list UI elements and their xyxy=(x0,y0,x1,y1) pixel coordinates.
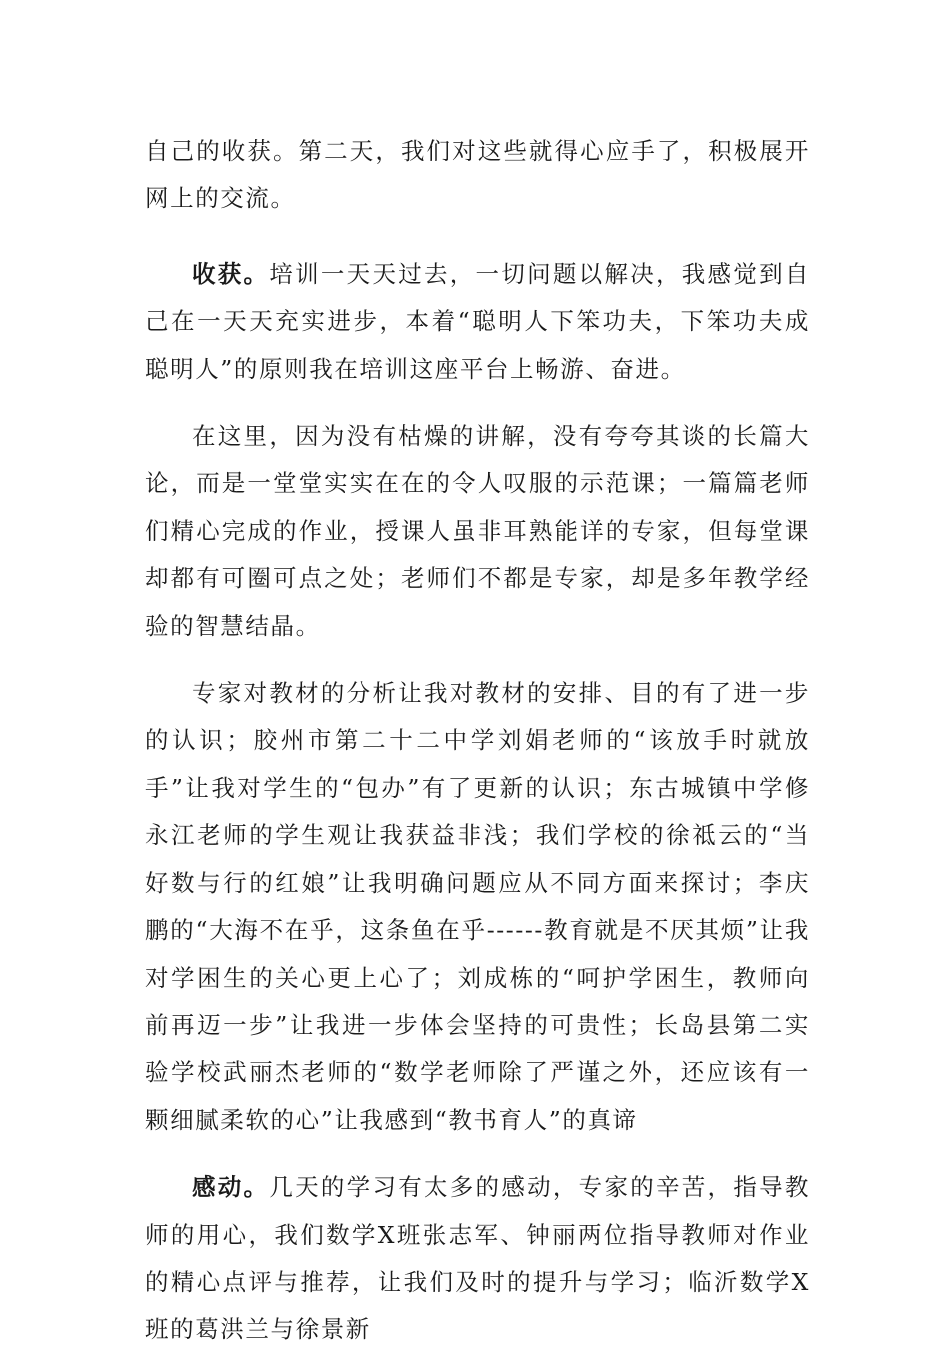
heading-moved: 感动。 xyxy=(192,1173,270,1202)
paragraph-continuation: 自己的收获。第二天，我们对这些就得心应手了，积极展开网上的交流。 xyxy=(145,137,810,213)
paragraph-here: 在这里，因为没有枯燥的讲解，没有夸夸其谈的长篇大论，而是一堂堂实实在在的令人叹服的示范课；一篇篇老师们精心完成的作业，授课人虽非耳熟能详的专家，但每堂课却都有可圈可点之处；老师们不都是专家，却是多年教学经验的智慧结晶。 xyxy=(145,422,810,640)
document-body xyxy=(145,128,810,1354)
paragraph-harvest-body: 培训一天天过去，一切问题以解决，我感觉到自己在一天天充实进步，本着“聪明人下笨功夫，下笨功夫成聪明人”的原则我在培训这座平台上畅游、奋进。 xyxy=(145,259,810,383)
paragraph-harvest xyxy=(145,251,810,393)
heading-harvest: 收获。 xyxy=(192,259,270,288)
paragraph-moved-body: 几天的学习有太多的感动，专家的辛苦，指导教师的用心，我们数学X班张志军、钟丽两位指导教师对作业的精心点评与推荐，让我们及时的提升与学习；临沂数学X班的葛洪兰与徐景新 xyxy=(145,1173,810,1344)
paragraph-experts: 专家对教材的分析让我对教材的安排、目的有了进一步的认识；胶州市第二十二中学刘娟老师的“该放手时就放手”让我对学生的“包办”有了更新的认识；东古城镇中学修永江老师的学生观让我获益非浅；我们学校的徐祗云的“当好数与行的红娘”让我明确问题应从不同方面来探讨；李庆鹏的“大海不在乎，这条鱼在乎------教育就是不厌其烦”让我对学困生的关心更上心了；刘成栋的“呵护学困生，教师向前再迈一步”让我进一步体会坚持的可贵性；长岛县第二实验学校武丽杰老师的“数学老师除了严谨之外，还应该有一颗细腻柔软的心”让我感到“教书育人”的真谛 xyxy=(145,679,810,1134)
paragraph-moved xyxy=(145,1164,810,1354)
